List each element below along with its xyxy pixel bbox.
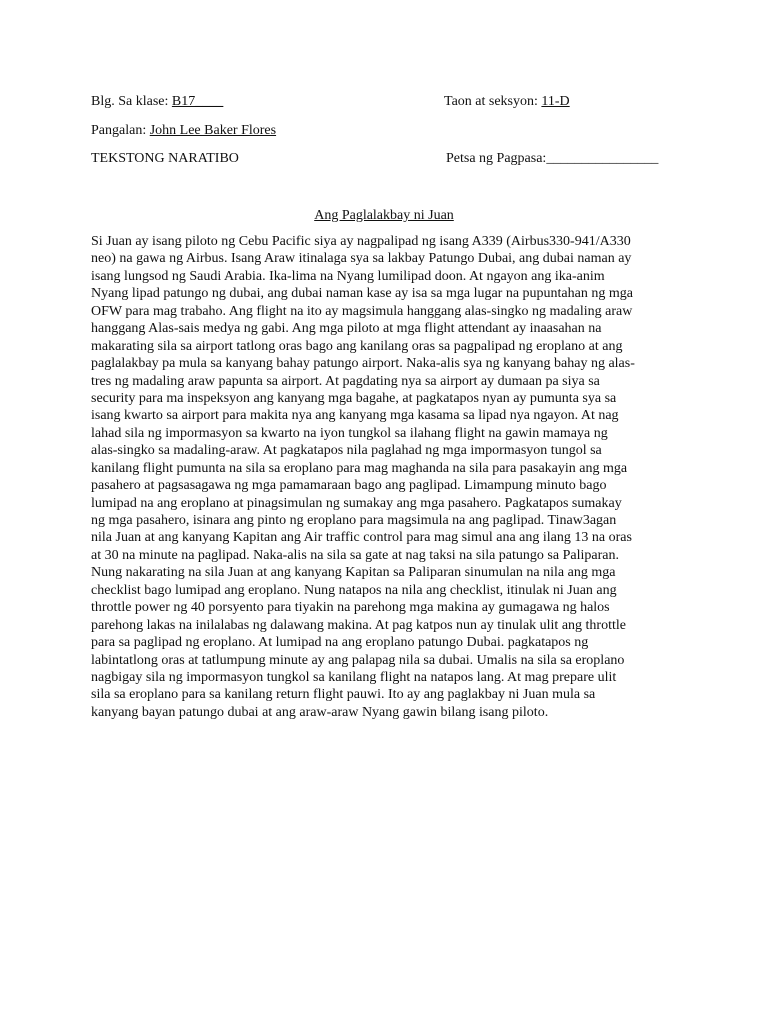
- name-value: John Lee Baker Flores: [149, 123, 277, 138]
- year-section-label: Taon at seksyon:: [444, 94, 542, 109]
- paragraph-line: isang lungsod ng Saudi Arabia. Ika-lima na Nyang lumilipad doon. At ngayon ang ika-anim: [91, 268, 605, 284]
- submission-date-blank: ________________: [546, 151, 659, 166]
- paragraph-line: Nung nakarating na sila Juan at ang kanyang Kapitan sa Paliparan sinumulan na nila ang mga: [91, 565, 616, 581]
- class-number-label: Blg. Sa klase:: [91, 94, 172, 109]
- paragraph-line: Si Juan ay isang piloto ng Cebu Pacific siya ay nagpalipad ng isang A339 (Airbus330-941/A330: [91, 234, 631, 249]
- paragraph-line: throttle power ng 40 porsyento para tiyakin na parehong mga makina ay gumagawa ng halos: [91, 600, 610, 616]
- paragraph-line: para sa paglipad ng eroplano. At lumipad na ang eroplano patungo Dubai. pagkatapos ng: [91, 635, 589, 651]
- header-row-type: [91, 149, 681, 169]
- paragraph-line: nila Juan at ang kanyang Kapitan ang Air traffic control para mag simul ana ang ilang 13 na oras: [91, 530, 632, 546]
- text-type-label: TEKSTONG NARATIBO: [91, 151, 239, 166]
- paragraph-line: hanggang Alas-sais medya ng gabi. Ang mga piloto at mga flight attendant ay inaasahan na: [91, 321, 602, 337]
- year-section-value: 11-D: [541, 94, 570, 109]
- narrative-paragraph: [91, 233, 691, 721]
- paragraph-line: paglalakbay pa mula sa kanyang bahay patungo airport. Naka-alis sya ng kanyang bahay ng alas-: [91, 356, 635, 372]
- paragraph-line: OFW para mag trabaho. Ang flight na ito ay magsimula hanggang alas-singko ng madaling araw: [91, 303, 633, 319]
- name-field: [91, 121, 276, 141]
- paragraph-line: nagbigay sila ng impormasyon tungkol sa kanilang flight na natapos lang. At mag prepare ulit: [91, 669, 617, 685]
- paragraph-line: isang kwarto sa airport para makita nya ang kanyang mga kasama sa lipad nya ngayon. At nag: [91, 408, 619, 424]
- class-number-value: B17____: [171, 94, 224, 109]
- document-title: Ang Paglalakbay ni Juan: [314, 208, 454, 223]
- paragraph-line: at 30 na minute na paglipad. Naka-alis na sila sa gate at nag taksi na sila patungo sa Paliparan.: [91, 547, 619, 563]
- class-number-field: [91, 92, 223, 112]
- paragraph-line: lumipad na ang eroplano at pinagsimulan ng sumakay ang mga pasahero. Pagkatapos sumakay: [91, 495, 622, 511]
- year-section-field: [444, 92, 570, 112]
- paragraph-line: checklist bago lumipad ang eroplano. Nung natapos na nila ang checklist, itinulak ni Juan ang: [91, 582, 617, 598]
- submission-date-field: [446, 149, 658, 169]
- paragraph-line: ng mga pasahero, isinara ang pinto ng eroplano para magsimula na ang paglipad. Tinaw3agan: [91, 513, 617, 528]
- header-row-name: [91, 121, 681, 141]
- paragraph-line: kanilang flight pumunta na sila sa eroplano para mag maghanda na sila para pasakayin ang mga: [91, 460, 628, 476]
- paragraph-line: alas-singko sa madaling-araw. At pagkatapos nila paglahad ng mga impormasyon tungol sa: [91, 443, 602, 459]
- paragraph-line: kanyang bayan patungo dubai at ang araw-araw Nyang gawin bilang isang piloto.: [91, 704, 549, 720]
- paragraph-line: Nyang lipad patungo ng dubai, ang dubai naman kase ay isa sa mga lugar na pupuntahan ng mga: [91, 286, 633, 302]
- paragraph-line: tres ng madaling araw papunta sa airport. At pagdating nya sa airport ay dumaan pa siya sa: [91, 373, 600, 389]
- paragraph-line: parehong lakas na inilalabas ng dalawang makina. At pag katpos nun ay tinulak ulit ang throttle: [91, 617, 626, 633]
- paragraph-line: pasahero at pagsasagawa ng mga pamamaraan bago ang paglipad. Limampung minuto bago: [91, 478, 607, 494]
- paragraph-line: lahad sila ng impormasyon sa kwarto na iyon tungkol sa ilahang flight na gawin mamaya ng: [91, 425, 608, 441]
- paragraph-line: sila sa eroplano para sa kanilang return flight pauwi. Ito ay ang paglakbay ni Juan mula sa: [91, 687, 596, 703]
- paragraph-line: security para ma inspeksyon ang kanyang mga bagahe, at pagkatapos nyan ay pumunta sya sa: [91, 390, 617, 406]
- paragraph-line: labintatlong oras at tatlumpung minute ay ang palapag nila sa dubai. Umalis na sila sa eroplano: [91, 652, 625, 668]
- name-label: Pangalan:: [91, 123, 150, 138]
- submission-date-label: Petsa ng Pagpasa:: [446, 151, 547, 166]
- paragraph-line: neo) na gawa ng Airbus. Isang Araw itinalaga sya sa lakbay Patungo Dubai, ang dubai naman ay: [91, 251, 632, 267]
- paragraph-line: makarating sila sa airport tatlong oras bago ang kanilang oras sa pagpalipad ng eroplano at ang: [91, 338, 623, 354]
- header-row-class: [91, 92, 681, 112]
